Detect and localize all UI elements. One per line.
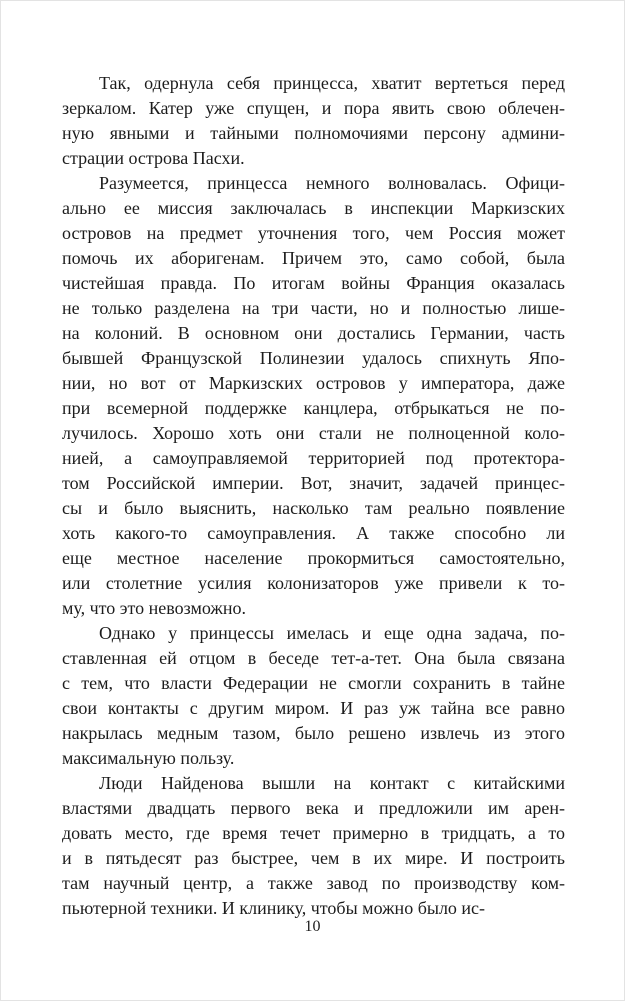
text-line: Люди Найденова вышли на контакт с китайскими [99,773,565,793]
text-line: страции острова Пасхи. [62,148,245,168]
text-line: зеркалом. Катер уже спущен, и пора явить свою облечен- [62,98,565,118]
text-line: чистейшая правда. По итогам войны Франция оказалась [62,273,565,293]
text-line: властями двадцать первого века и предложили им арен- [62,798,565,818]
text-line: бывшей Французской Полинезии удалось спихнуть Япо- [62,348,565,368]
text-line: помочь их аборигенам. Причем это, само собой, была [62,248,565,268]
text-line: Однако у принцессы имелась и еще одна задача, по- [99,623,565,643]
text-line: том Российской империи. Вот, значит, задачей принцес- [62,473,565,493]
text-line: еще местное население прокормиться самостоятельно, [62,548,565,568]
text-line: лучилось. Хорошо хоть они стали не полноценной коло- [62,423,565,443]
text-line: накрылась медным тазом, было решено извлечь из этого [62,723,565,743]
text-line: Так, одернула себя принцесса, хватит вертеться перед [99,73,565,93]
text-line: при всемерной поддержке канцлера, отбрыкаться не по- [62,398,565,418]
text-line: нией, а самоуправляемой территорией под протектора- [62,448,565,468]
text-line: не только разделена на три части, но и полностью лише- [62,298,565,318]
text-line: или столетние усилия колонизаторов уже привели к то- [62,573,565,593]
text-line: му, что это невозможно. [62,598,246,618]
text-line: с тем, что власти Федерации не смогли сохранить в тайне [62,673,565,693]
text-line: на колоний. В основном они достались Германии, часть [62,323,565,343]
paragraph [62,171,565,621]
text-line: там научный центр, а также завод по производству ком- [62,873,565,893]
paragraph [62,621,565,771]
page-number: 10 [304,918,321,935]
text-line: максимальную пользу. [62,748,235,768]
text-line: ставленная ей отцом в беседе тет-а-тет. Она была связана [62,648,565,668]
text-line: ную явными и тайными полномочиями персону админи- [62,123,565,143]
text-line: ально ее миссия заключалась в инспекции Маркизских [62,198,565,218]
text-block [62,71,565,921]
paragraph [62,771,565,921]
text-line: свои контакты с другим миром. И раз уж тайна все равно [62,698,565,718]
text-line: хоть какого-то самоуправления. А также способно ли [62,523,565,543]
text-line: нии, но вот от Маркизских островов у императора, даже [62,373,565,393]
text-line: сы и было выяснить, насколько там реально появление [62,498,565,518]
text-line: Разумеется, принцесса немного волновалась. Офици- [99,173,565,193]
text-line: пьютерной техники. И клинику, чтобы можно было ис- [62,898,486,918]
text-line: и в пятьдесят раз быстрее, чем в их мире. И построить [62,848,565,868]
text-line: довать место, где время течет примерно в тридцать, а то [62,823,565,843]
text-line: островов на предмет уточнения того, чем Россия может [62,223,565,243]
paragraph [62,71,565,171]
